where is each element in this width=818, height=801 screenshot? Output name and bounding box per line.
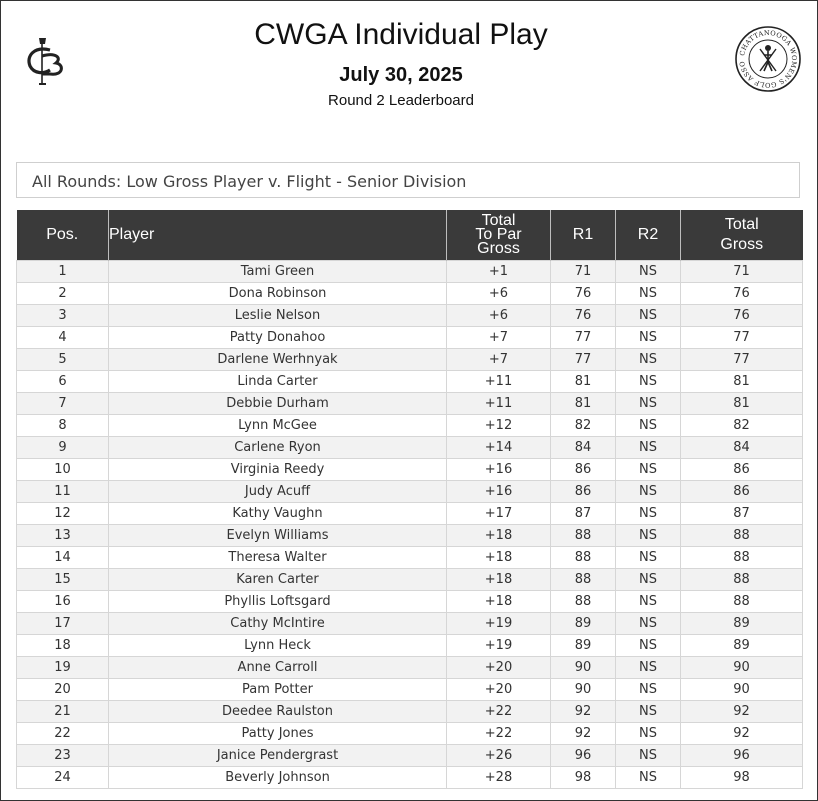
total-gross-cell: 88	[681, 591, 803, 613]
position-cell: 18	[17, 635, 109, 657]
page-title: CWGA Individual Play	[254, 18, 548, 51]
event-date: July 30, 2025	[339, 64, 463, 86]
round-2-score-cell: NS	[616, 305, 681, 327]
player-name-cell: Deedee Raulston	[109, 701, 447, 723]
cwga-seal-logo	[734, 25, 802, 93]
table-row	[17, 679, 803, 701]
position-cell: 12	[17, 503, 109, 525]
round-2-score-cell: NS	[616, 349, 681, 371]
column-header-pos: Pos.	[17, 210, 109, 261]
position-cell: 10	[17, 459, 109, 481]
round-1-score-cell: 84	[551, 437, 616, 459]
total-gross-cell: 76	[681, 283, 803, 305]
table-row	[17, 591, 803, 613]
round-1-score-cell: 96	[551, 745, 616, 767]
total-gross-cell: 81	[681, 371, 803, 393]
to-par-cell: +16	[447, 481, 551, 503]
player-name-cell: Darlene Werhnyak	[109, 349, 447, 371]
total-gross-cell: 88	[681, 525, 803, 547]
table-row	[17, 525, 803, 547]
total-gross-cell: 92	[681, 701, 803, 723]
total-gross-cell: 88	[681, 569, 803, 591]
svg-text:CHATTANOOGA WOMEN'S GOLF ASSOC: CHATTANOOGA WOMEN'S GOLF ASSO	[738, 28, 799, 90]
position-cell: 6	[17, 371, 109, 393]
round-1-score-cell: 90	[551, 657, 616, 679]
to-par-cell: +12	[447, 415, 551, 437]
player-name-cell: Phyllis Loftsgard	[109, 591, 447, 613]
round-2-score-cell: NS	[616, 547, 681, 569]
table-row	[17, 459, 803, 481]
leaderboard-table	[16, 210, 803, 789]
total-gross-cell: 96	[681, 745, 803, 767]
leaderboard-body	[17, 261, 803, 789]
table-row	[17, 327, 803, 349]
to-par-cell: +7	[447, 327, 551, 349]
round-1-score-cell: 86	[551, 459, 616, 481]
total-gross-cell: 86	[681, 459, 803, 481]
table-row	[17, 635, 803, 657]
table-row	[17, 701, 803, 723]
to-par-cell: +16	[447, 459, 551, 481]
round-1-score-cell: 76	[551, 283, 616, 305]
round-2-score-cell: NS	[616, 415, 681, 437]
position-cell: 1	[17, 261, 109, 283]
round-1-score-cell: 76	[551, 305, 616, 327]
total-gross-cell: 88	[681, 547, 803, 569]
table-row	[17, 437, 803, 459]
position-cell: 17	[17, 613, 109, 635]
to-par-cell: +18	[447, 569, 551, 591]
to-par-cell: +1	[447, 261, 551, 283]
round-1-score-cell: 71	[551, 261, 616, 283]
table-row	[17, 613, 803, 635]
section-title: All Rounds: Low Gross Player v. Flight - Senior Division	[16, 162, 800, 198]
round-2-score-cell: NS	[616, 569, 681, 591]
player-name-cell: Beverly Johnson	[109, 767, 447, 789]
player-name-cell: Kathy Vaughn	[109, 503, 447, 525]
position-cell: 15	[17, 569, 109, 591]
to-par-cell: +20	[447, 657, 551, 679]
total-gross-cell: 82	[681, 415, 803, 437]
round-1-score-cell: 88	[551, 525, 616, 547]
total-gross-cell: 87	[681, 503, 803, 525]
table-row	[17, 415, 803, 437]
position-cell: 23	[17, 745, 109, 767]
round-2-score-cell: NS	[616, 503, 681, 525]
column-header-total-to-par-gross: Total To Par Gross	[447, 210, 551, 261]
to-par-cell: +18	[447, 525, 551, 547]
round-1-score-cell: 88	[551, 591, 616, 613]
player-name-cell: Lynn Heck	[109, 635, 447, 657]
position-cell: 24	[17, 767, 109, 789]
table-row	[17, 393, 803, 415]
position-cell: 16	[17, 591, 109, 613]
to-par-cell: +20	[447, 679, 551, 701]
to-par-cell: +26	[447, 745, 551, 767]
position-cell: 4	[17, 327, 109, 349]
round-2-score-cell: NS	[616, 261, 681, 283]
to-par-cell: +28	[447, 767, 551, 789]
round-2-score-cell: NS	[616, 437, 681, 459]
round-2-score-cell: NS	[616, 591, 681, 613]
round-2-score-cell: NS	[616, 635, 681, 657]
total-gross-cell: 71	[681, 261, 803, 283]
player-name-cell: Leslie Nelson	[109, 305, 447, 327]
position-cell: 2	[17, 283, 109, 305]
total-gross-cell: 77	[681, 327, 803, 349]
column-header-r1: R1	[551, 210, 616, 261]
table-row	[17, 261, 803, 283]
round-1-score-cell: 77	[551, 327, 616, 349]
table-row	[17, 503, 803, 525]
column-header-r2: R2	[616, 210, 681, 261]
round-2-score-cell: NS	[616, 481, 681, 503]
round-1-score-cell: 88	[551, 547, 616, 569]
header-row	[17, 210, 803, 261]
position-cell: 22	[17, 723, 109, 745]
total-gross-cell: 77	[681, 349, 803, 371]
round-1-score-cell: 81	[551, 393, 616, 415]
to-par-cell: +22	[447, 723, 551, 745]
table-row	[17, 349, 803, 371]
to-par-cell: +7	[447, 349, 551, 371]
column-header-player: Player	[109, 210, 447, 261]
total-gross-cell: 76	[681, 305, 803, 327]
player-name-cell: Patty Donahoo	[109, 327, 447, 349]
player-name-cell: Carlene Ryon	[109, 437, 447, 459]
round-2-score-cell: NS	[616, 371, 681, 393]
to-par-cell: +11	[447, 371, 551, 393]
player-name-cell: Cathy McIntire	[109, 613, 447, 635]
round-2-score-cell: NS	[616, 745, 681, 767]
to-par-cell: +18	[447, 547, 551, 569]
round-2-score-cell: NS	[616, 327, 681, 349]
player-name-cell: Anne Carroll	[109, 657, 447, 679]
round-2-score-cell: NS	[616, 613, 681, 635]
round-1-score-cell: 77	[551, 349, 616, 371]
round-1-score-cell: 86	[551, 481, 616, 503]
round-2-score-cell: NS	[616, 525, 681, 547]
player-name-cell: Tami Green	[109, 261, 447, 283]
round-1-score-cell: 89	[551, 635, 616, 657]
total-gross-cell: 81	[681, 393, 803, 415]
to-par-cell: +19	[447, 613, 551, 635]
table-row	[17, 371, 803, 393]
column-header-total-gross: Total Gross	[681, 210, 803, 261]
to-par-cell: +17	[447, 503, 551, 525]
table-row	[17, 657, 803, 679]
position-cell: 3	[17, 305, 109, 327]
table-row	[17, 569, 803, 591]
to-par-cell: +11	[447, 393, 551, 415]
position-cell: 14	[17, 547, 109, 569]
total-gross-cell: 89	[681, 635, 803, 657]
round-2-score-cell: NS	[616, 701, 681, 723]
round-1-score-cell: 89	[551, 613, 616, 635]
to-par-cell: +6	[447, 283, 551, 305]
round-1-score-cell: 98	[551, 767, 616, 789]
total-gross-cell: 92	[681, 723, 803, 745]
player-name-cell: Linda Carter	[109, 371, 447, 393]
player-name-cell: Theresa Walter	[109, 547, 447, 569]
round-2-score-cell: NS	[616, 679, 681, 701]
round-2-score-cell: NS	[616, 283, 681, 305]
position-cell: 20	[17, 679, 109, 701]
position-cell: 8	[17, 415, 109, 437]
to-par-cell: +22	[447, 701, 551, 723]
to-par-cell: +19	[447, 635, 551, 657]
player-name-cell: Debbie Durham	[109, 393, 447, 415]
round-1-score-cell: 92	[551, 723, 616, 745]
round-2-score-cell: NS	[616, 657, 681, 679]
round-1-score-cell: 81	[551, 371, 616, 393]
table-row	[17, 745, 803, 767]
position-cell: 13	[17, 525, 109, 547]
table-row	[17, 305, 803, 327]
round-1-score-cell: 88	[551, 569, 616, 591]
total-gross-cell: 98	[681, 767, 803, 789]
table-row	[17, 481, 803, 503]
position-cell: 9	[17, 437, 109, 459]
total-gross-cell: 89	[681, 613, 803, 635]
position-cell: 5	[17, 349, 109, 371]
round-1-score-cell: 82	[551, 415, 616, 437]
table-row	[17, 547, 803, 569]
to-par-cell: +6	[447, 305, 551, 327]
player-name-cell: Dona Robinson	[109, 283, 447, 305]
player-name-cell: Patty Jones	[109, 723, 447, 745]
round-1-score-cell: 90	[551, 679, 616, 701]
table-row	[17, 767, 803, 789]
player-name-cell: Karen Carter	[109, 569, 447, 591]
player-name-cell: Judy Acuff	[109, 481, 447, 503]
player-name-cell: Pam Potter	[109, 679, 447, 701]
total-gross-cell: 90	[681, 679, 803, 701]
leaderboard-subtitle: Round 2 Leaderboard	[328, 92, 474, 109]
total-gross-cell: 90	[681, 657, 803, 679]
round-2-score-cell: NS	[616, 723, 681, 745]
to-par-cell: +14	[447, 437, 551, 459]
position-cell: 11	[17, 481, 109, 503]
round-1-score-cell: 87	[551, 503, 616, 525]
round-1-score-cell: 92	[551, 701, 616, 723]
player-name-cell: Lynn McGee	[109, 415, 447, 437]
to-par-cell: +18	[447, 591, 551, 613]
table-row	[17, 283, 803, 305]
player-name-cell: Janice Pendergrast	[109, 745, 447, 767]
player-name-cell: Virginia Reedy	[109, 459, 447, 481]
table-row	[17, 723, 803, 745]
player-name-cell: Evelyn Williams	[109, 525, 447, 547]
total-gross-cell: 86	[681, 481, 803, 503]
round-2-score-cell: NS	[616, 459, 681, 481]
position-cell: 21	[17, 701, 109, 723]
round-2-score-cell: NS	[616, 767, 681, 789]
position-cell: 7	[17, 393, 109, 415]
position-cell: 19	[17, 657, 109, 679]
round-2-score-cell: NS	[616, 393, 681, 415]
total-gross-cell: 84	[681, 437, 803, 459]
